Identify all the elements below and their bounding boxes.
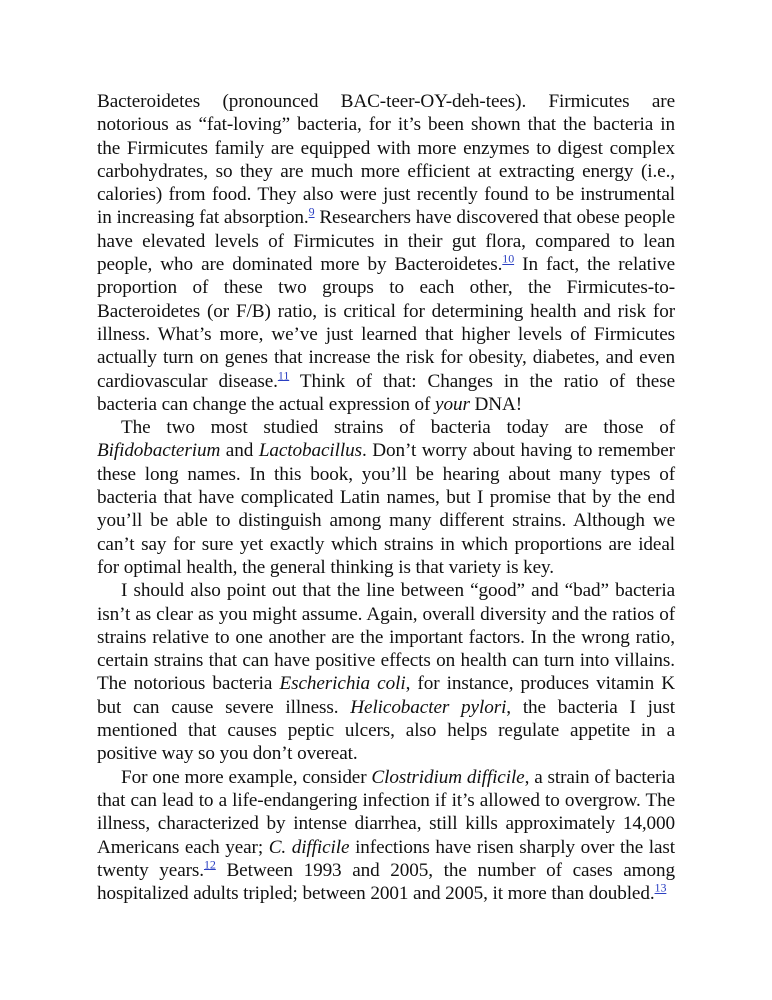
paragraph-4 <box>97 766 675 906</box>
emphasis-your: your <box>435 393 470 415</box>
species-name: Escherichia coli <box>279 673 406 695</box>
text-run: . Don’t worry about having to remember these long names. In this book, you’ll be hearing about many types of bacteria that have complicated Latin names, but I promise that by the end you’ll be able to distinguish among many different strains. Although we can’t say for sure yet exactly which strains in which proportions are ideal for optimal health, the general thinking is that variety is key. <box>97 440 675 578</box>
footnote-link-13[interactable]: 13 <box>654 880 667 895</box>
footnote-link-9[interactable]: 9 <box>308 205 315 220</box>
paragraph-2 <box>97 416 675 579</box>
text-run: I should also point out that the line between “good” and “bad” bacteria isn’t as clear as you might assume. Again, overall diversity and the ratios of strains relative to one another are the important factors. In the wrong ratio, certain strains that can have positive effects on health can turn into villains. The notorious bacteria <box>97 580 675 695</box>
species-name: Clostridium difficile <box>371 766 525 788</box>
species-name: C. difficile <box>268 836 350 858</box>
text-run: and <box>220 440 259 462</box>
text-run: Bacteroidetes (pronounced BAC-teer-OY-deh-tees). Firmicutes are notorious as “fat-loving” bacteria, for it’s been shown that the bacteria in the Firmicutes family are equipped with more enzymes to digest complex carbohydrates, so they are much more efficient at extracting energy (i.e., calories) from food. They also were just recently found to be instrumental in increasing fat absorption. <box>97 91 675 229</box>
text-run: infections have risen sharply over the last twenty years. <box>97 836 675 881</box>
text-run: , the bacteria I just mentioned that causes peptic ulcers, also helps regulate appetite in a positive way so you don’t overeat. <box>97 696 675 765</box>
species-name: Helicobacter pylori <box>350 696 507 718</box>
paragraph-3 <box>97 579 675 765</box>
text-run: DNA! <box>469 393 523 415</box>
text-run: Between 1993 and 2005, the number of cases among hospitalized adults tripled; between 2001 and 2005, it more than doubled. <box>97 859 675 905</box>
text-run: , a strain of bacteria that can lead to a life-endangering infection if it’s allowed to overgrow. The illness, characterized by intense diarrhea, still kills approximately 14,000 Americans each year; <box>97 766 675 858</box>
footnote-link-12[interactable]: 12 <box>203 857 216 872</box>
paragraph-1 <box>97 90 675 416</box>
footnote-link-10[interactable]: 10 <box>502 251 515 266</box>
text-run: For one more example, consider <box>121 766 372 788</box>
text-run: The two most studied strains of bacteria today are those of <box>121 417 675 439</box>
text-run: Think of that: Changes in the ratio of these bacteria can change the actual expression of <box>97 370 675 415</box>
body-text <box>97 90 675 905</box>
species-name: Lactobacillus <box>258 440 362 462</box>
text-run: , for instance, produces vitamin K but can cause severe illness. <box>97 673 675 718</box>
species-name: Bifidobacterium <box>97 440 221 462</box>
text-run: Researchers have discovered that obese people have elevated levels of Firmicutes in their gut flora, compared to lean people, who are dominated more by Bacteroidetes. <box>97 207 675 276</box>
footnote-link-11[interactable]: 11 <box>277 368 290 383</box>
text-run: In fact, the relative proportion of these two groups to each other, the Firmicutes-to-Bacteroidetes (or F/B) ratio, is critical for determining health and risk for illness. What’s more, we’ve just learned that higher levels of Firmicutes actually turn on genes that increase the risk for obesity, diabetes, and even cardiovascular disease. <box>97 254 675 392</box>
